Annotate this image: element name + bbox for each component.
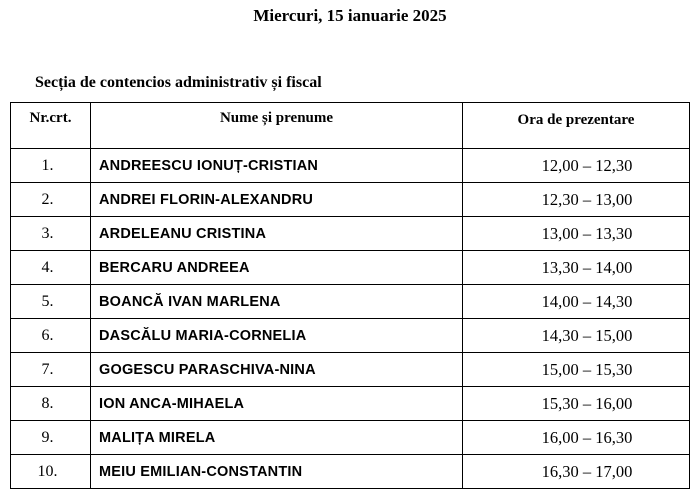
candidate-name: DASCĂLU MARIA-CORNELIA [91,319,463,353]
candidate-name: BOANCĂ IVAN MARLENA [91,285,463,319]
table-row [11,285,690,319]
column-header-nr: Nr.crt. [11,103,91,149]
table-row [11,353,690,387]
candidate-name: GOGESCU PARASCHIVA-NINA [91,353,463,387]
table-row [11,319,690,353]
row-number: 7. [11,353,91,387]
schedule-table [10,102,690,489]
table-row [11,217,690,251]
presentation-time: 13,00 – 13,30 [463,217,690,251]
candidate-name: MALIȚA MIRELA [91,421,463,455]
candidate-name: ANDREESCU IONUȚ-CRISTIAN [91,149,463,183]
row-number: 6. [11,319,91,353]
candidate-name: MEIU EMILIAN-CONSTANTIN [91,455,463,489]
presentation-time: 16,00 – 16,30 [463,421,690,455]
presentation-time: 16,30 – 17,00 [463,455,690,489]
presentation-time: 15,00 – 15,30 [463,353,690,387]
row-number: 2. [11,183,91,217]
table-row [11,387,690,421]
table-row [11,149,690,183]
candidate-name: ARDELEANU CRISTINA [91,217,463,251]
row-number: 5. [11,285,91,319]
column-header-name: Nume și prenume [91,103,463,149]
presentation-time: 13,30 – 14,00 [463,251,690,285]
table-row [11,183,690,217]
section-title: Secția de contencios administrativ și fiscal [35,74,322,91]
table-row [11,455,690,489]
row-number: 9. [11,421,91,455]
row-number: 4. [11,251,91,285]
presentation-time: 14,30 – 15,00 [463,319,690,353]
candidate-name: ION ANCA-MIHAELA [91,387,463,421]
presentation-time: 12,30 – 13,00 [463,183,690,217]
presentation-time: 12,00 – 12,30 [463,149,690,183]
column-header-time: Ora de prezentare [463,103,690,149]
row-number: 8. [11,387,91,421]
presentation-time: 15,30 – 16,00 [463,387,690,421]
candidate-name: ANDREI FLORIN-ALEXANDRU [91,183,463,217]
table-row [11,251,690,285]
row-number: 1. [11,149,91,183]
row-number: 3. [11,217,91,251]
table-row [11,421,690,455]
row-number: 10. [11,455,91,489]
presentation-time: 14,00 – 14,30 [463,285,690,319]
table-header-row [11,103,690,149]
candidate-name: BERCARU ANDREEA [91,251,463,285]
document-date: Miercuri, 15 ianuarie 2025 [253,6,447,25]
